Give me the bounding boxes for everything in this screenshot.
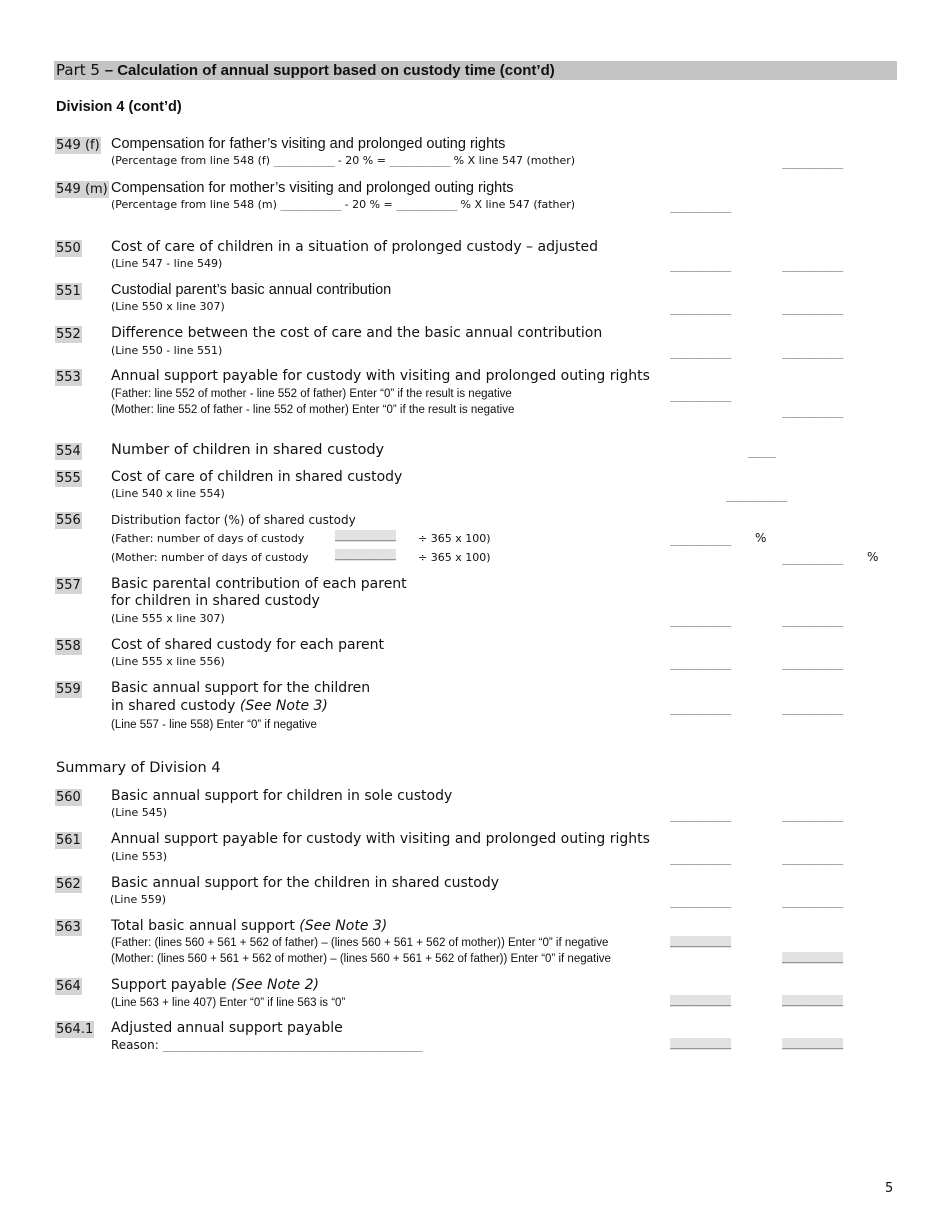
line-title: Basic parental contribution of each parent [111,576,407,592]
mother-amount-field[interactable]: ___________ [782,659,843,670]
line-title: Difference between the cost of care and the basic annual contribution [111,325,603,341]
mother-amount-field[interactable]: ___________ [782,854,843,865]
line-subtext: (Line 557 - line 558) Enter “0” if negative [111,719,317,731]
line-number: 560 [56,790,81,805]
result-input[interactable]: ___________ [396,200,457,211]
line-subtext: (Line 555 x line 307) [111,612,225,625]
note-reference: (See Note 3) [299,918,388,934]
line-subtext: (Line 540 x line 554) [111,487,225,500]
reason-input[interactable]: _______________________________________________ [162,1041,423,1052]
line-number: 564.1 [56,1022,94,1037]
line-title: Custodial parent’s basic annual contribution [111,282,392,298]
line-subtext: (Line 559) [110,893,166,906]
line-number: 555 [56,471,81,486]
line-number: 557 [56,578,81,593]
father-amount-field[interactable]: ___________ [670,854,731,865]
father-amount-field[interactable]: ___________ [670,261,731,272]
mother-amount-field[interactable]: ___________ [782,407,843,418]
line-subtext: (Line 553) [111,850,167,863]
mother-adjusted-field[interactable]: ___________ [782,1038,843,1049]
mother-amount-field[interactable]: ___________ [782,304,843,315]
line-title: Annual support payable for custody with visiting and prolonged outing rights [111,368,650,384]
line-subtext: (Line 547 - line 549) [111,257,223,270]
divide-formula: ÷ 365 x 100) [418,532,491,545]
line-number: 561 [56,833,81,848]
father-days-input[interactable]: ___________ [335,530,396,541]
line-title: Basic annual support for children in sole custody [111,788,453,804]
line-title: Distribution factor (%) of shared custody [111,513,356,527]
divide-formula: ÷ 365 x 100) [418,551,491,564]
line-subtext-mother: (Mother: number of days of custody [111,551,309,564]
line-number: 552 [56,327,81,342]
line-number: 564 [56,979,81,994]
line-number: 551 [56,284,81,299]
note-reference: (See Note 3) [239,698,328,714]
mother-total-field[interactable]: ___________ [782,952,843,963]
mother-amount-field[interactable]: ___________ [782,261,843,272]
line-subtext-mother: (Mother: line 552 of father - line 552 of mother) Enter “0” if the result is negative [111,404,515,416]
line-title-cont: in shared custody (See Note 3) [111,698,328,714]
line-title: Annual support payable for custody with visiting and prolonged outing rights [111,831,650,847]
line-subtext-father: (Father: line 552 of mother - line 552 of father) Enter “0” if the result is negative [111,388,512,400]
line-subtext: (Line 563 + line 407) Enter “0” if line 563 is “0” [111,997,346,1009]
father-amount-field[interactable]: ___________ [670,659,731,670]
line-subtext-father: (Father: number of days of custody [111,532,305,545]
father-amount-field[interactable]: ___________ [670,704,731,715]
line-number: 558 [56,639,81,654]
line-title: Basic annual support for the children [111,680,371,696]
line-number: 554 [56,444,81,459]
line-number: 549 (m) [56,182,108,197]
father-support-field[interactable]: ___________ [670,995,731,1006]
line-number: 556 [56,513,81,528]
mother-amount-field[interactable]: ___________ [782,616,843,627]
line-number: 549 (f) [56,138,100,153]
division-title: Division 4 (cont’d) [56,99,182,115]
line-number: 553 [56,370,81,385]
percent-sign: % [755,531,767,545]
mother-days-input[interactable]: ___________ [335,549,396,560]
line-title: Cost of shared custody for each parent [111,637,385,653]
summary-title: Summary of Division 4 [56,760,221,776]
father-percent-field[interactable]: ___________ [670,535,731,546]
line-subtext: (Line 550 - line 551) [111,344,223,357]
father-amount-field[interactable]: ___________ [670,202,731,213]
page-number: 5 [885,1181,894,1196]
line-title: Adjusted annual support payable [111,1020,343,1036]
line-title: Total basic annual support (See Note 3) [111,918,388,934]
father-adjusted-field[interactable]: ___________ [670,1038,731,1049]
mother-support-field[interactable]: ___________ [782,995,843,1006]
line-title: Compensation for father’s visiting and prolonged outing rights [111,136,506,152]
father-amount-field[interactable]: ___________ [670,811,731,822]
father-amount-field[interactable]: ___________ [670,391,731,402]
mother-amount-field[interactable]: ___________ [782,348,843,359]
line-number: 563 [56,920,81,935]
shared-cost-field[interactable]: ___________ [726,491,787,502]
father-total-field[interactable]: ___________ [670,936,731,947]
section-header: Part 5 – Calculation of annual support based on custody time (cont’d) [56,61,555,79]
father-amount-field[interactable]: ___________ [670,897,731,908]
line-subtext-mother: (Mother: (lines 560 + 561 + 562 of mother) – (lines 560 + 561 + 562 of father)) Enter “0” if negative [111,953,611,965]
line-title: Basic annual support for the children in shared custody [111,875,500,891]
children-count-field[interactable]: _____ [748,447,776,458]
father-amount-field[interactable]: ___________ [670,616,731,627]
line-subtext: (Line 550 x line 307) [111,300,225,313]
line-subtext: (Percentage from line 548 (m) ___________ - 20 % = ___________ % X line 547 (father) [111,198,576,211]
result-input[interactable]: ___________ [389,156,451,167]
father-amount-field[interactable]: ___________ [670,348,731,359]
line-number: 562 [56,877,81,892]
mother-amount-field[interactable]: ___________ [782,897,843,908]
line-title: Number of children in shared custody [111,442,385,458]
reason-row: Reason: _______________________________________________ [111,1038,423,1052]
mother-amount-field[interactable]: ___________ [782,811,843,822]
mother-amount-field[interactable]: ___________ [782,704,843,715]
line-subtext-father: (Father: (lines 560 + 561 + 562 of father) – (lines 560 + 561 + 562 of mother)) Enter “0” if negative [111,937,609,949]
percent-sign: % [867,550,879,564]
line-subtext: (Line 555 x line 556) [111,655,225,668]
line-title: Cost of care of children in a situation of prolonged custody – adjusted [111,239,599,255]
line-subtext: (Percentage from line 548 (f) ___________ - 20 % = ___________ % X line 547 (mother) [111,154,576,167]
line-number: 559 [56,682,81,697]
line-number: 550 [56,241,81,256]
mother-percent-field[interactable]: ___________ [782,554,843,565]
note-reference: (See Note 2) [230,977,319,993]
line-title: Compensation for mother’s visiting and prolonged outing rights [111,180,514,196]
line-title-cont: for children in shared custody [111,593,320,609]
line-subtext: (Line 545) [111,806,167,819]
father-amount-field[interactable]: ___________ [670,304,731,315]
line-title: Cost of care of children in shared custody [111,469,403,485]
percentage-input[interactable]: ___________ [273,156,335,167]
line-title: Support payable (See Note 2) [111,977,319,993]
percentage-input[interactable]: ___________ [280,200,342,211]
mother-amount-field[interactable]: ___________ [782,158,843,169]
